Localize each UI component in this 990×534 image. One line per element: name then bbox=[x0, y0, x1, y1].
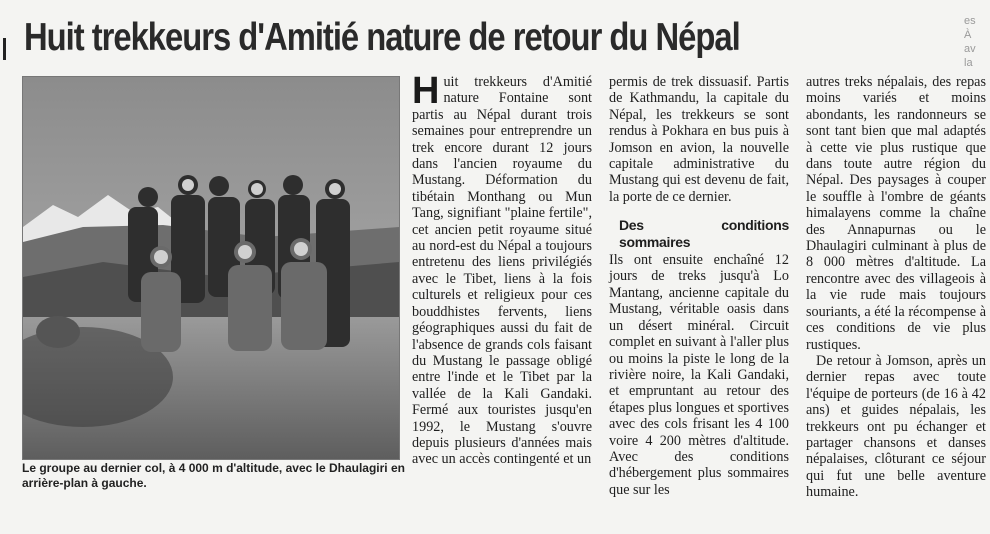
article-column-1 bbox=[412, 70, 592, 468]
group-photo bbox=[22, 76, 400, 460]
column-rule bbox=[3, 38, 6, 60]
margin-fragment: À bbox=[964, 29, 972, 41]
adjacent-column-fragments bbox=[964, 14, 986, 70]
article-column-3 bbox=[806, 74, 986, 501]
article-column-2 bbox=[609, 74, 789, 498]
article-paragraph: permis de trek dissuasif. Partis de Kathmandu, la capitale du Népal, les trekkeurs se sont rendus à Pokhara en bus puis à Jomson en avion, la nouvelle capitale administrative du Mustang qui est devenu de fait, la porte de ce dernier. bbox=[609, 74, 789, 205]
article-paragraph: autres treks népalais, des repas moins variés et moins abondants, les randonneurs se sont tant bien que mal adaptés à cette vie plus rustique que dans toute autre région du Népal. Des paysages à couper le souffle à l'ombre de géants himalayens comme la chaîne des Annapurnas ou le Dhaulagiri culminant à plus de 8 000 mètres d'altitude. La rencontre avec des villageois à la vie rude mais toujours souriants, a été la récompense à ces conditions de vie plus rustiques. bbox=[806, 74, 986, 353]
article-text: uit trekkeurs d'Amitié nature Fontaine sont partis au Népal durant trois semaines pour entreprendre un trek encore durant 12 jours dans l'ancien royaume du Mustang. Déformation du tibétain Monthang ou Mun Tang, signifiant "plaine fertile", cet ancien petit royaume situé au nord-est du Népal a toujours entretenu des liens privilégiés avec le Tibet, liens à la fois culturels et religieux pour ces bouddhistes fervents, liens géographiques aussi du fait de l'absence de grands cols faisant du Mustang le passage obligé entre l'inde et le Tibet par la vallée de la Kali Gandaki. Fermé aux touristes jusqu'en 1992, le Mustang s'ouvre depuis plusieurs d'années mais avec un accès contingenté et un bbox=[412, 74, 592, 468]
margin-fragment: es bbox=[964, 15, 976, 27]
article-subheading: Des conditions sommaires bbox=[619, 217, 789, 250]
article-paragraph: Ils ont ensuite enchaîné 12 jours de treks jusqu'à Lo Mantang, ancienne capitale du Mustang, véritable oasis dans un désert minéral. Circuit complet en suivant à l'aller plus ou moins la piste le long de la rivière noire, la Kali Gandaki, et empruntant au retour des étapes plus longues et sportives avec des cols frisant les 4 100 voire 4 200 mètres d'altitude. Avec des conditions d'hébergement plus sommaires que sur les bbox=[609, 252, 789, 498]
margin-fragment: la bbox=[964, 57, 973, 69]
photo-caption: Le groupe au dernier col, à 4 000 m d'altitude, avec le Dhaulagiri en arrière-plan à gauche. bbox=[22, 461, 405, 490]
headline: Huit trekkeurs d'Amitié nature de retour du Népal bbox=[24, 16, 740, 59]
margin-fragment: av bbox=[964, 43, 976, 55]
article-paragraph: De retour à Jomson, après un dernier repas avec toute l'équipe de porteurs (de 16 à 42 ans) et guides népalais, les trekkeurs ont pu échanger et partager chansons et danses népalaises, clôturant ce séjour qui fut une belle aventure humaine. bbox=[806, 352, 986, 501]
drop-cap: H bbox=[412, 70, 440, 112]
